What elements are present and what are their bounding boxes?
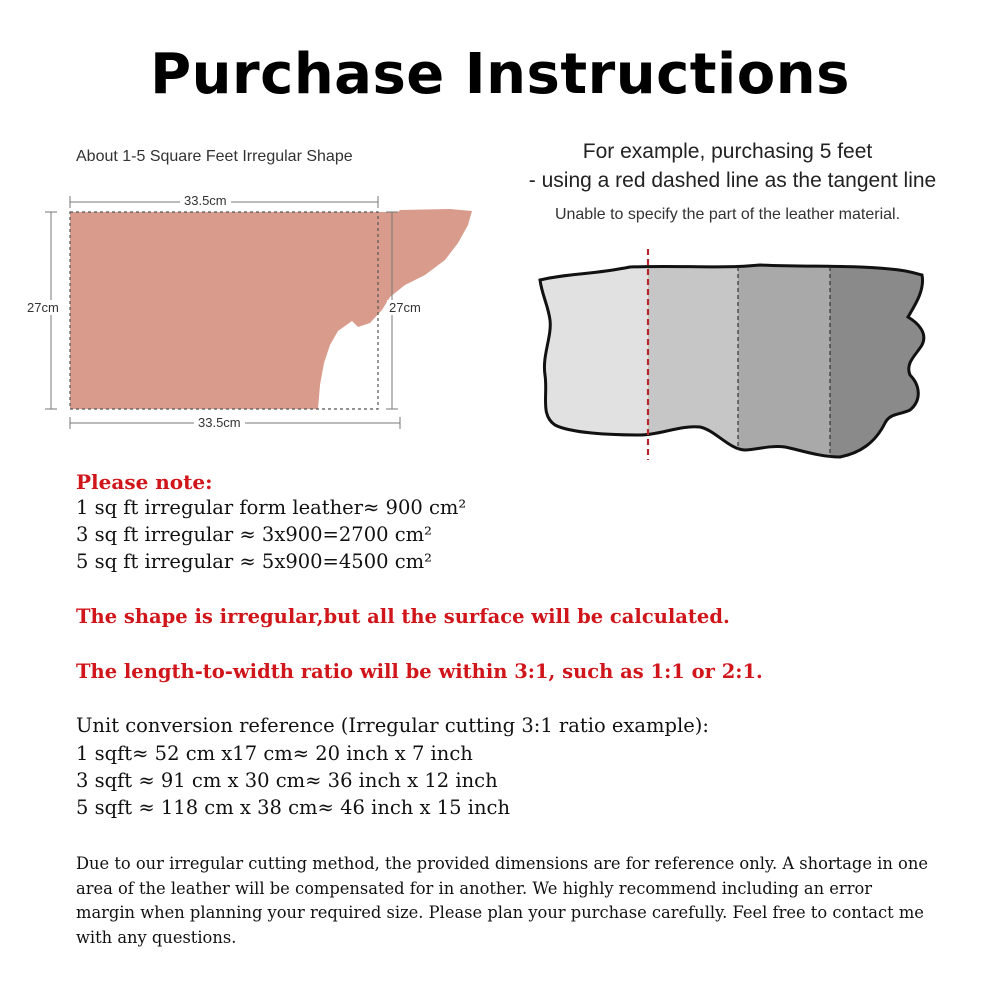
page-title: Purchase Instructions xyxy=(150,42,850,107)
conversion-line-1: 1 sqft≈ 52 cm x17 cm≈ 20 inch x 7 inch xyxy=(76,742,473,765)
conversion-line-2: 3 sqft ≈ 91 cm x 30 cm≈ 36 inch x 12 inch xyxy=(76,769,498,792)
example-line-3: Unable to specify the part of the leather material. xyxy=(554,206,901,223)
note-heading: Please note: xyxy=(76,470,213,494)
bottom-width-label: 33.5cm xyxy=(194,415,245,430)
conversion-heading: Unit conversion reference (Irregular cutting 3:1 ratio example): xyxy=(76,714,709,737)
disclaimer-paragraph: Due to our irregular cutting method, the provided dimensions are for reference only. A shortage in one area of the leather will be compensated for in another. We highly recommend including an error margin when planning your required size. Please plan your purchase carefully. Feel free to contact me with any questions. xyxy=(76,854,928,947)
left-figure-caption: About 1-5 Square Feet Irregular Shape xyxy=(76,148,353,165)
cutting-example-diagram xyxy=(530,245,940,465)
right-height-label: 27cm xyxy=(389,300,421,315)
top-width-label: 33.5cm xyxy=(180,193,231,208)
warning-irregular-shape: The shape is irregular,but all the surface will be calculated. xyxy=(76,605,730,628)
warning-ratio: The length-to-width ratio will be within 3:1, such as 1:1 or 2:1. xyxy=(76,660,763,683)
example-line-2: - using a red dashed line as the tangent line xyxy=(528,169,937,192)
conversion-line-3: 5 sqft ≈ 118 cm x 38 cm≈ 46 inch x 15 inch xyxy=(76,796,511,819)
left-height-label: 27cm xyxy=(27,300,59,315)
section-3 xyxy=(738,245,830,465)
note-line-1: 1 sq ft irregular form leather≈ 900 cm² xyxy=(76,496,467,519)
note-line-3: 5 sq ft irregular ≈ 5x900=4500 cm² xyxy=(76,550,432,573)
note-line-2: 3 sq ft irregular ≈ 3x900=2700 cm² xyxy=(76,523,432,546)
example-line-1: For example, purchasing 5 feet xyxy=(582,140,873,163)
